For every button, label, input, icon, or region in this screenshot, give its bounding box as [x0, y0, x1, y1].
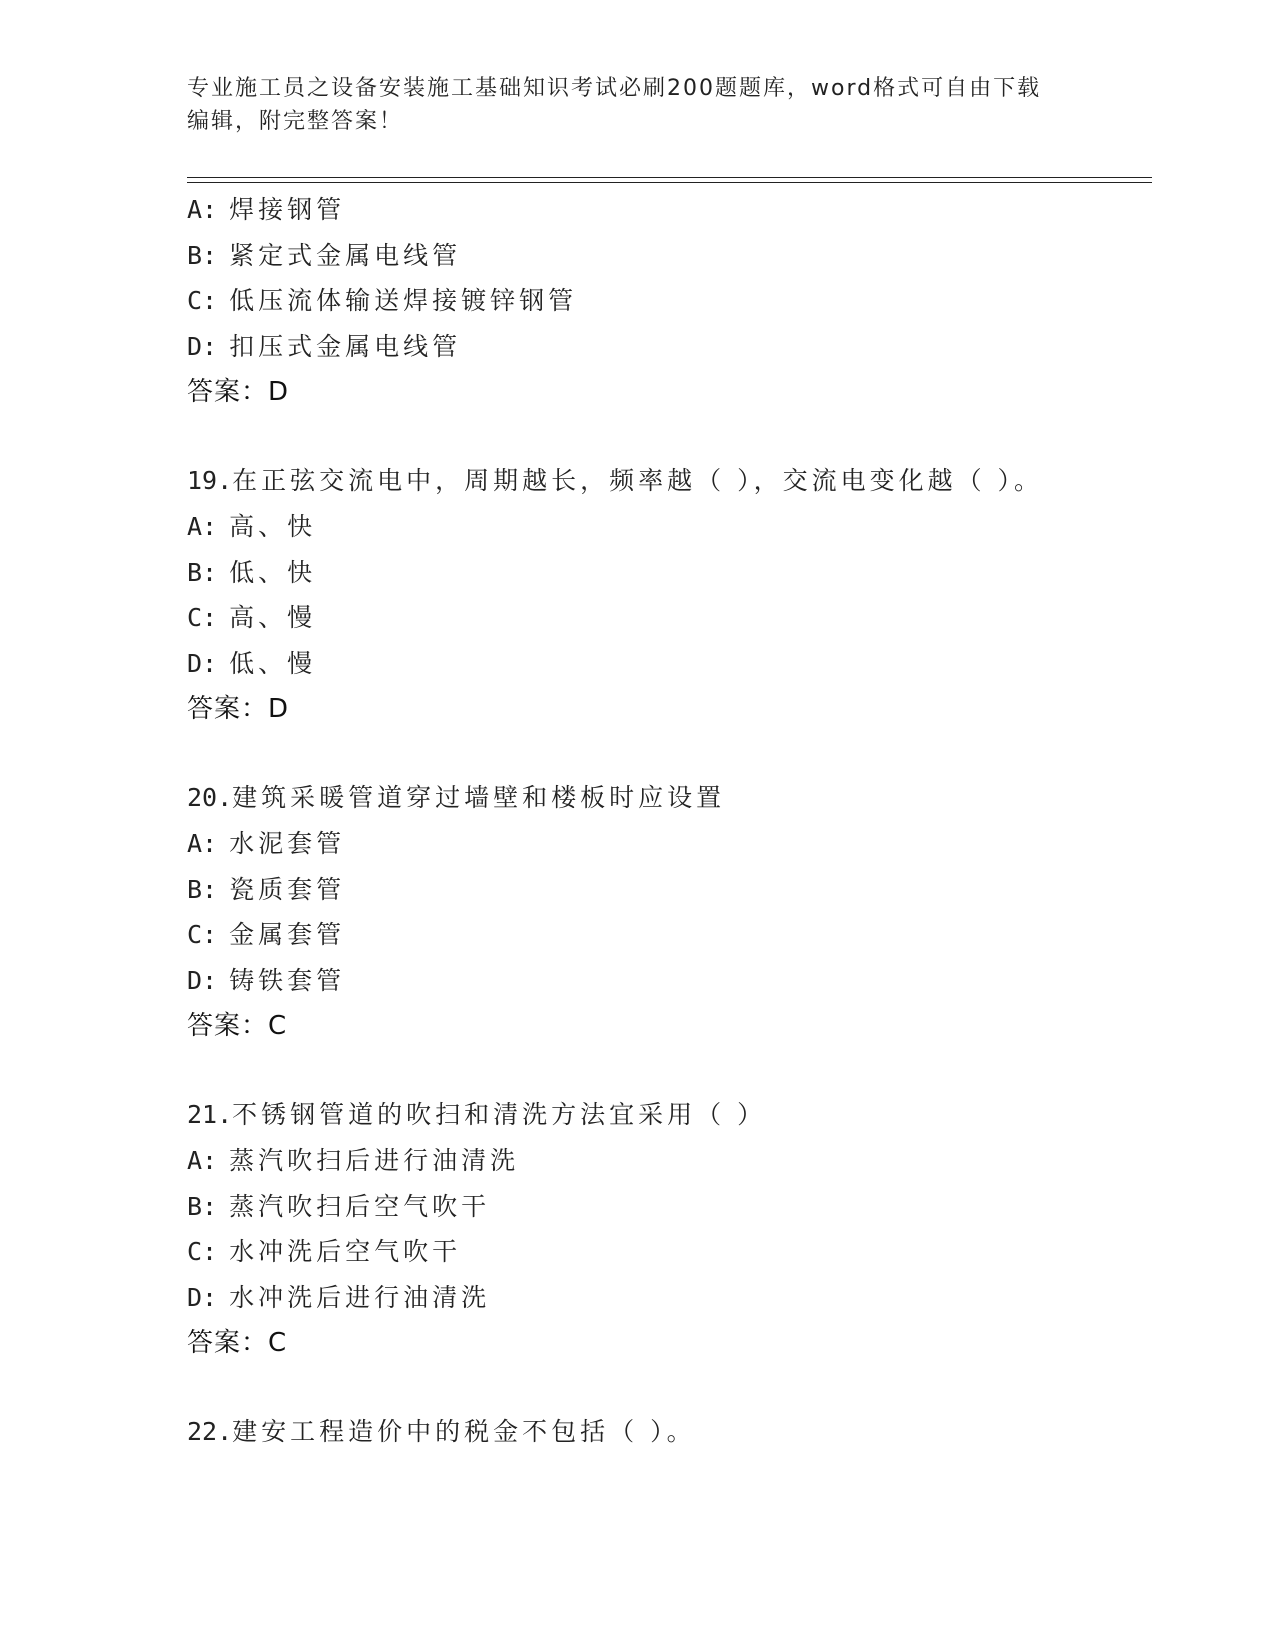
question-number: 21.: [187, 1100, 233, 1130]
option-letter: C:: [187, 603, 218, 633]
option-text: 蒸汽吹扫后进行油清洗: [229, 1145, 520, 1175]
option-b: [187, 233, 1147, 279]
question-18-tail: [187, 187, 1147, 415]
option-text: 高、快: [229, 511, 317, 541]
question-21: [187, 1092, 1147, 1366]
option-b: [187, 550, 1147, 596]
answer-line: 答案：D: [187, 377, 290, 408]
option-letter: D:: [187, 648, 218, 678]
document-header: [187, 72, 1087, 138]
option-text: 水泥套管: [229, 828, 346, 858]
option-c: [187, 912, 1147, 958]
question-text: 建安工程造价中的税金不包括（ ）。: [232, 1417, 696, 1447]
option-a: [187, 504, 1147, 550]
option-text: 蒸汽吹扫后空气吹干: [229, 1191, 491, 1221]
header-title-line-1: 专业施工员之设备安装施工基础知识考试必刷200题题库，word格式可自由下载: [187, 76, 1042, 101]
question-text: 在正弦交流电中，周期越长，频率越（ ），交流电变化越（ ）。: [232, 466, 1044, 496]
question-stem: [187, 775, 1147, 821]
option-text: 焊接钢管: [229, 195, 346, 224]
option-text: 铸铁套管: [229, 965, 346, 995]
question-number: 19.: [187, 466, 233, 496]
option-b: [187, 867, 1147, 913]
option-text: 低、快: [229, 557, 317, 587]
question-list: [187, 187, 1147, 1455]
spacer: [187, 732, 1147, 775]
option-d: [187, 958, 1147, 1004]
option-letter: D:: [187, 331, 218, 361]
spacer: [187, 1366, 1147, 1409]
option-d: [187, 324, 1147, 370]
answer-line: 答案：D: [187, 694, 290, 725]
option-c: [187, 278, 1147, 324]
option-text: 瓷质套管: [229, 874, 346, 904]
option-text: 扣压式金属电线管: [229, 331, 462, 361]
spacer: [187, 1049, 1147, 1092]
option-letter: D:: [187, 965, 218, 995]
header-divider-top: [187, 177, 1152, 178]
question-22: [187, 1409, 1147, 1455]
option-letter: C:: [187, 286, 218, 316]
option-letter: C:: [187, 1237, 218, 1267]
option-letter: A:: [187, 511, 218, 541]
option-text: 低、慢: [229, 648, 317, 678]
option-a: [187, 187, 1147, 233]
option-letter: C:: [187, 920, 218, 950]
question-20: [187, 775, 1147, 1049]
option-b: [187, 1184, 1147, 1230]
option-letter: B:: [187, 1191, 218, 1221]
header-divider-bottom: [187, 182, 1152, 183]
option-text: 水冲洗后空气吹干: [229, 1237, 462, 1267]
option-letter: A:: [187, 1145, 218, 1175]
question-19: [187, 458, 1147, 732]
question-number: 22.: [187, 1417, 233, 1447]
spacer: [187, 415, 1147, 458]
answer-line: 答案：C: [187, 1011, 288, 1042]
question-stem: [187, 458, 1147, 504]
option-text: 紧定式金属电线管: [229, 240, 462, 270]
option-d: [187, 641, 1147, 687]
answer-line: 答案：C: [187, 1328, 288, 1359]
question-number: 20.: [187, 783, 233, 813]
option-text: 高、慢: [229, 603, 317, 633]
option-a: [187, 821, 1147, 867]
header-title-line-2: 编辑，附完整答案！: [187, 109, 404, 134]
option-c: [187, 1229, 1147, 1275]
question-text: 建筑采暖管道穿过墙壁和楼板时应设置: [232, 783, 726, 813]
option-text: 水冲洗后进行油清洗: [229, 1282, 491, 1312]
option-d: [187, 1275, 1147, 1321]
option-letter: D:: [187, 1282, 218, 1312]
question-text: 不锈钢管道的吹扫和清洗方法宜采用（ ）: [232, 1100, 767, 1130]
option-letter: A:: [187, 195, 218, 224]
option-text: 低压流体输送焊接镀锌钢管: [229, 286, 578, 316]
question-stem: [187, 1092, 1147, 1138]
option-letter: B:: [187, 874, 218, 904]
question-stem: [187, 1409, 1147, 1455]
option-text: 金属套管: [229, 920, 346, 950]
option-letter: B:: [187, 240, 218, 270]
option-letter: B:: [187, 557, 218, 587]
option-letter: A:: [187, 828, 218, 858]
option-c: [187, 595, 1147, 641]
option-a: [187, 1138, 1147, 1184]
